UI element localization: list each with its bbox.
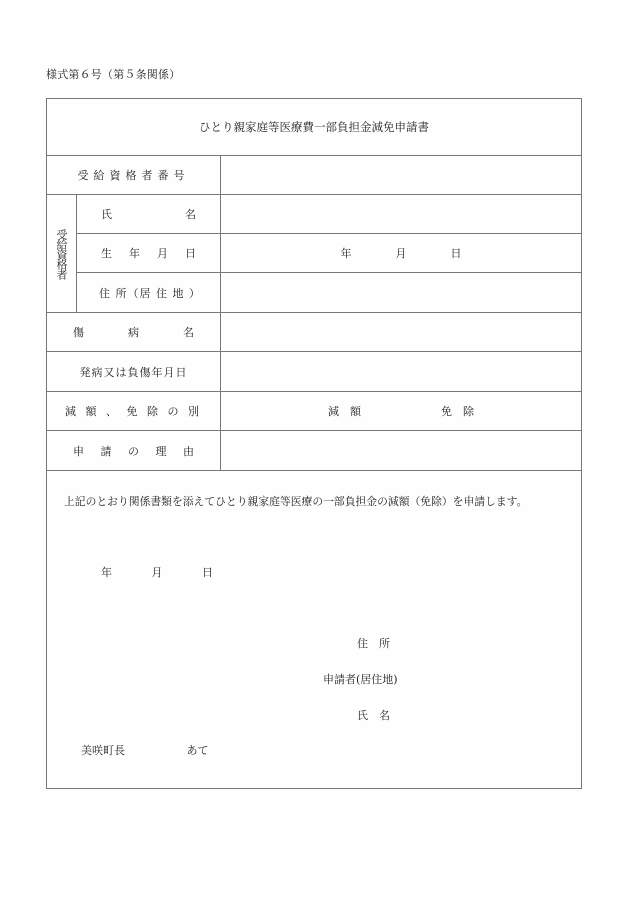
name-field[interactable] <box>221 195 581 233</box>
birth-month-unit: 月 <box>395 247 407 260</box>
recipient-number-row <box>47 156 581 195</box>
option-exemption[interactable]: 免 除 <box>441 405 474 418</box>
applicant-name-label: 氏 名 <box>357 709 390 722</box>
addressee-name: 美咲町長 <box>81 744 125 757</box>
addressee-suffix: あて <box>186 744 209 757</box>
disease-name-row <box>47 313 581 352</box>
birthdate-field[interactable] <box>221 234 581 272</box>
recipient-number-field[interactable] <box>221 156 581 194</box>
applicant-address-label: 住 所 <box>357 637 390 650</box>
reason-label: 申 請 の 理 由 <box>47 431 221 470</box>
birth-year-unit: 年 <box>340 247 352 260</box>
birthdate-row <box>77 234 581 273</box>
disease-name-field[interactable] <box>221 313 581 351</box>
recipient-group-label: 受給資格者 <box>47 195 77 313</box>
address-label: 住 所（居 住 地 ） <box>77 273 221 312</box>
onset-date-field[interactable] <box>221 352 581 391</box>
birth-day-unit: 日 <box>450 247 462 260</box>
reason-field[interactable] <box>221 431 581 470</box>
recipient-number-label: 受給資格者番号 <box>47 156 221 194</box>
onset-date-row <box>47 352 581 392</box>
address-field[interactable] <box>221 273 581 312</box>
address-row <box>77 273 581 313</box>
option-reduction[interactable]: 減 額 <box>328 405 361 418</box>
applicant-label: 申請者(居住地) <box>323 673 398 686</box>
onset-date-label: 発病又は負傷年月日 <box>47 352 221 391</box>
form-number: 様式第６号（第５条関係） <box>46 68 181 81</box>
application-form-table <box>46 98 582 789</box>
application-date[interactable]: 年 月 日 <box>101 566 213 579</box>
disease-name-label: 傷 病 名 <box>47 313 221 351</box>
birthdate-label: 生 年 月 日 <box>77 234 221 272</box>
name-row <box>77 195 581 234</box>
form-title: ひとり親家庭等医療費一部負担金減免申請書 <box>47 99 581 156</box>
reduction-type-row <box>47 392 581 431</box>
declaration-statement: 上記のとおり関係書類を添えてひとり親家庭等医療の一部負担金の減額（免除）を申請します。 <box>64 495 528 508</box>
reduction-type-options <box>221 392 581 430</box>
name-label: 氏 名 <box>77 195 221 233</box>
reduction-type-label: 減 額 、 免 除 の 別 <box>47 392 221 430</box>
reason-row <box>47 431 581 471</box>
addressee <box>81 742 209 758</box>
